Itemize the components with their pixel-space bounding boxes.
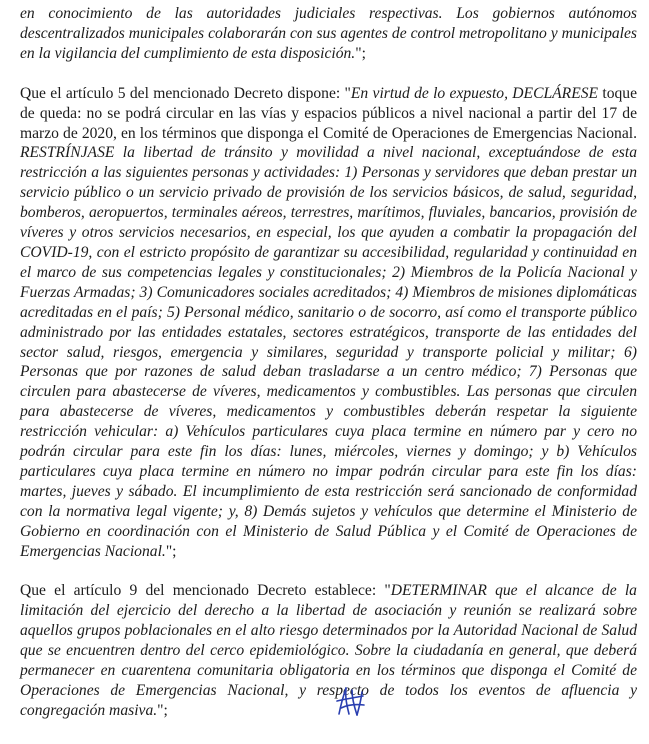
paragraph-1 xyxy=(20,4,637,64)
paragraph-2-closing: "; xyxy=(165,542,177,560)
paragraph-1-closing: "; xyxy=(355,44,366,62)
paragraph-2-quote-c: RESTRÍNJASE la libertad de tránsito y movilidad a nivel nacional, exceptuándose de esta restricción a las siguientes personas y actividades: 1) Personas y servidores que deban prestar un servicio público o un servicio privado de provisión de los servicios básicos, de salud, seguridad, bomberos, aeropuertos, terminales aéreos, terrestres, marítimos, fluviales, bancarios, provisión de víveres y otros servicios necesarios, en especial, los que ayuden a combatir la propagación del COVID-19, con el estricto propósito de garantizar su accesibilidad, regularidad y continuidad en el marco de sus competencias legales y constitucionales; 2) Miembros de la Policía Nacional y Fuerzas Armadas; 3) Comunicadores sociales acreditados; 4) Miembros de misiones diplomáticas acreditadas en el país; 5) Personal médico, sanitario o de socorro, así como el transporte público administrado por las entidades estatales, sectores estratégicos, transporte de las entidades del sector salud, riesgos, emergencia y similares, seguridad y transporte policial y militar; 6) Personas que por razones de salud deban trasladarse a un centro médico; 7) Personas que circulen para abastecerse de víveres, medicamentos y combustibles. Las personas que circulen para abastecerse de víveres, medicamentos y combustibles deberán respetar la siguiente restricción vehicular: a) Vehículos particulares cuya placa termine en número par y cero no podrán circular para este fin los días: lunes, miércoles, viernes y domingo; y b) Vehículos particulares cuya placa termine en número no impar podrán circular para este fin los días: martes, jueves y sábado. El incumplimiento de esta restricción será sancionado de conformidad con la normativa legal vigente; y, 8) Demás sujetos y vehículos que determine el Ministerio de Gobierno en coordinación con el Ministerio de Salud Pública y el Comité de Operaciones de Emergencias Nacional. xyxy=(20,144,637,560)
handwritten-initials-icon xyxy=(333,684,367,718)
paragraph-2-intro: Que el artículo 5 del mencionado Decreto dispone: " xyxy=(20,84,351,102)
paragraph-3-closing: "; xyxy=(157,701,168,719)
paragraph-1-quote: en conocimiento de las autoridades judiciales respectivas. Los gobiernos autónomos descentralizados municipales colaborarán con sus agentes de control metropolitano y municipales en la vigilancia del cumplimiento de esta disposición. xyxy=(20,5,637,62)
paragraph-3 xyxy=(20,581,637,720)
paragraph-3-intro: Que el artículo 9 del mencionado Decreto establece: " xyxy=(20,582,391,600)
paragraph-2-quote-b: toque de queda: no se podrá circular en las vías y espacios públicos a nivel nacional a partir del 17 de marzo de 2020, en los términos que disponga el Comité de Operaciones de Emergencias Nacional. xyxy=(20,84,638,142)
document-page xyxy=(20,4,637,741)
paragraph-2 xyxy=(20,84,637,562)
paragraph-3-quote: DETERMINAR que el alcance de la limitación del ejercicio del derecho a la libertad de asociación y reunión se realizará sobre aquellos grupos poblacionales en el alto riesgo determinados por la Autoridad Nacional de Salud que se encuentren dentro del cerco epidemiológico. Sobre la ciudadanía en general, que deberá permanecer en cuarentena comunitaria obligatoria en los términos que disponga el Comité de Operaciones de Emergencias Nacional, y respecto de todos los eventos de afluencia y congregación masiva. xyxy=(20,582,637,719)
paragraph-2-quote-a: En virtud de lo expuesto, DECLÁRESE xyxy=(350,84,599,102)
